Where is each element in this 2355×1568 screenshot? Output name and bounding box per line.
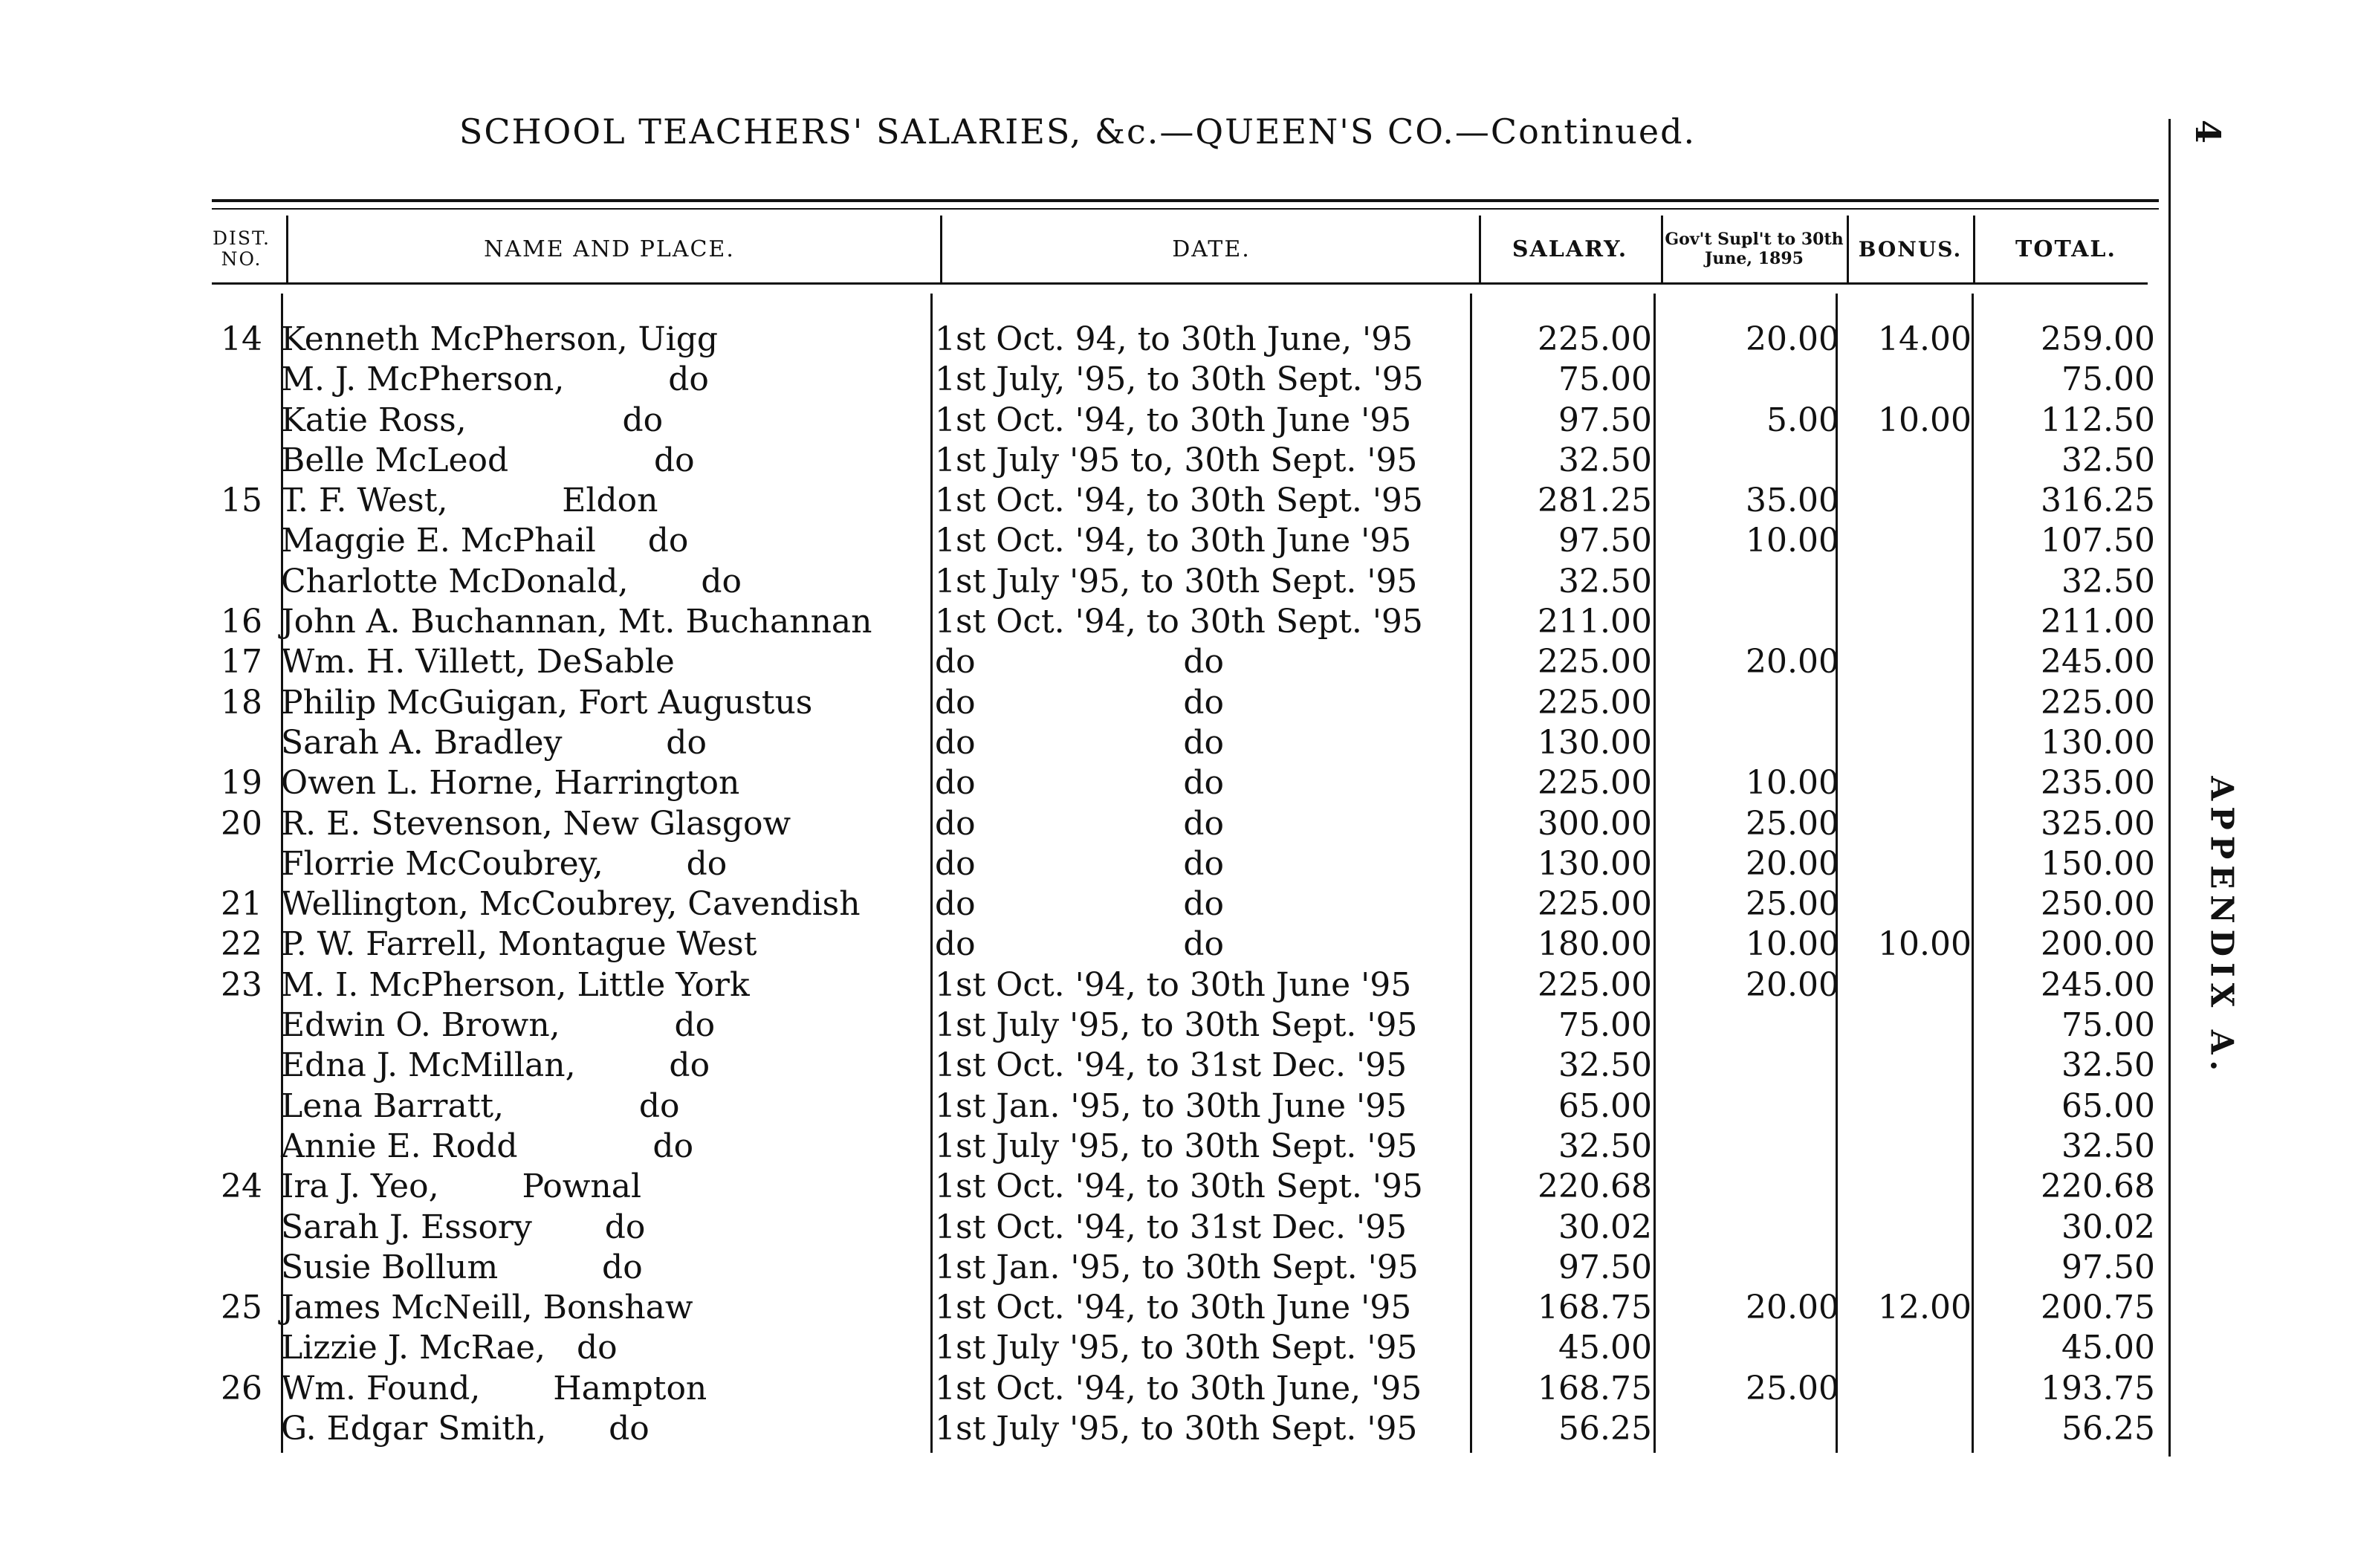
- table-row: [0, 1328, 2355, 1368]
- salary-cell: 130.00: [1538, 723, 1652, 762]
- date-cell: do do: [935, 804, 1225, 843]
- date-cell: 1st Oct. '94, to 30th June, '95: [935, 1369, 1422, 1407]
- table-row: [0, 924, 2355, 965]
- header-bottom-rule: [212, 282, 2148, 285]
- salary-cell: 225.00: [1538, 683, 1652, 722]
- table-row: [0, 723, 2355, 763]
- header-divider: [1973, 216, 1975, 282]
- table-row: [0, 1005, 2355, 1046]
- salary-cell: 180.00: [1538, 925, 1652, 964]
- table-row: [0, 1046, 2355, 1086]
- table-row: [0, 401, 2355, 441]
- header-bonus: BONUS.: [1858, 236, 1963, 262]
- dist-cell: 20: [221, 804, 262, 843]
- header-divider: [1661, 216, 1663, 282]
- total-cell: 75.00: [2061, 360, 2155, 399]
- gov-supplement-cell: 20.00: [1746, 643, 1839, 681]
- salary-cell: 225.00: [1538, 885, 1652, 924]
- gov-supplement-cell: 20.00: [1746, 1289, 1839, 1327]
- name-cell: Kenneth McPherson, Uigg: [281, 320, 719, 358]
- date-cell: 1st July '95, to 30th Sept. '95: [935, 1329, 1418, 1367]
- dist-cell: 19: [221, 764, 262, 803]
- name-cell: Lizzie J. McRae, do: [281, 1329, 618, 1367]
- date-cell: do do: [935, 925, 1225, 964]
- total-cell: 200.00: [2041, 925, 2155, 964]
- dist-cell: 25: [221, 1289, 262, 1327]
- gov-supplement-cell: 35.00: [1746, 482, 1839, 520]
- table-row: [0, 521, 2355, 561]
- name-cell: Belle McLeod do: [281, 441, 695, 479]
- date-cell: 1st July '95, to 30th Sept. '95: [935, 1410, 1418, 1448]
- salary-cell: 32.50: [1558, 1046, 1652, 1085]
- name-cell: Owen L. Horne, Harrington: [281, 764, 740, 803]
- date-cell: do do: [935, 643, 1225, 681]
- name-cell: Edna J. McMillan, do: [281, 1046, 710, 1085]
- date-cell: 1st Oct. '94, to 30th June '95: [935, 522, 1412, 560]
- dist-cell: 23: [221, 965, 262, 1004]
- dist-cell: 21: [221, 885, 262, 924]
- date-cell: 1st July '95 to, 30th Sept. '95: [935, 441, 1418, 479]
- table-body: [0, 320, 2355, 1449]
- name-cell: Wellington, McCoubrey, Cavendish: [281, 885, 861, 924]
- name-cell: Lena Barratt, do: [281, 1086, 680, 1125]
- dist-cell: 18: [221, 683, 262, 722]
- salary-cell: 300.00: [1538, 804, 1652, 843]
- date-cell: do do: [935, 683, 1225, 722]
- table-row: [0, 1248, 2355, 1288]
- header-divider: [286, 216, 288, 282]
- dist-cell: 24: [221, 1167, 262, 1206]
- salary-cell: 225.00: [1538, 643, 1652, 681]
- name-cell: T. F. West, Eldon: [281, 482, 658, 520]
- salary-cell: 56.25: [1558, 1410, 1652, 1448]
- bonus-cell: 10.00: [1878, 401, 1972, 439]
- salary-cell: 75.00: [1558, 360, 1652, 399]
- gov-supplement-cell: 10.00: [1746, 764, 1839, 803]
- table-row: [0, 844, 2355, 884]
- table-row: [0, 804, 2355, 844]
- salary-cell: 168.75: [1538, 1369, 1652, 1407]
- date-cell: 1st Oct. '94, to 30th June '95: [935, 965, 1412, 1004]
- total-cell: 112.50: [2041, 401, 2155, 439]
- total-cell: 245.00: [2041, 643, 2155, 681]
- dist-cell: 22: [221, 925, 262, 964]
- name-cell: R. E. Stevenson, New Glasgow: [281, 804, 791, 843]
- name-cell: Annie E. Rodd do: [281, 1127, 694, 1165]
- table-row: [0, 965, 2355, 1005]
- total-cell: 107.50: [2041, 522, 2155, 560]
- name-cell: Maggie E. McPhail do: [281, 522, 689, 560]
- total-cell: 32.50: [2061, 441, 2155, 479]
- salary-cell: 97.50: [1558, 522, 1652, 560]
- total-cell: 220.68: [2041, 1167, 2155, 1206]
- dist-cell: 15: [221, 482, 262, 520]
- gov-supplement-cell: 25.00: [1746, 804, 1839, 843]
- total-cell: 235.00: [2041, 764, 2155, 803]
- gov-supplement-cell: 20.00: [1746, 965, 1839, 1004]
- date-cell: 1st Oct. '94, to 30th Sept. '95: [935, 482, 1423, 520]
- table-row: [0, 1288, 2355, 1328]
- date-cell: 1st Oct. 94, to 30th June, '95: [935, 320, 1413, 358]
- date-cell: 1st July, '95, to 30th Sept. '95: [935, 360, 1424, 399]
- salary-cell: 65.00: [1558, 1086, 1652, 1125]
- salary-cell: 211.00: [1538, 603, 1652, 641]
- salary-cell: 225.00: [1538, 764, 1652, 803]
- total-cell: 250.00: [2041, 885, 2155, 924]
- table-row: [0, 562, 2355, 602]
- salary-cell: 32.50: [1558, 1127, 1652, 1165]
- gov-supplement-cell: 10.00: [1746, 522, 1839, 560]
- header-date: DATE.: [1172, 236, 1251, 262]
- total-cell: 193.75: [2041, 1369, 2155, 1407]
- salary-cell: 32.50: [1558, 562, 1652, 600]
- salary-cell: 225.00: [1538, 320, 1652, 358]
- date-cell: 1st Jan. '95, to 30th Sept. '95: [935, 1248, 1419, 1286]
- salary-cell: 97.50: [1558, 1248, 1652, 1286]
- dist-cell: 17: [221, 643, 262, 681]
- bonus-cell: 10.00: [1878, 925, 1972, 964]
- gov-supplement-cell: 5.00: [1766, 401, 1839, 439]
- total-cell: 259.00: [2041, 320, 2155, 358]
- name-cell: M. I. McPherson, Little York: [281, 965, 750, 1004]
- name-cell: Charlotte McDonald, do: [281, 562, 742, 600]
- table-row: [0, 1409, 2355, 1449]
- name-cell: Edwin O. Brown, do: [281, 1006, 716, 1045]
- salary-cell: 97.50: [1558, 401, 1652, 439]
- date-cell: 1st Oct. '94, to 30th Sept. '95: [935, 1167, 1423, 1206]
- total-cell: 45.00: [2061, 1329, 2155, 1367]
- table-row: [0, 441, 2355, 481]
- header-gov-supplement: Gov't Supl't to 30th June, 1895: [1665, 230, 1844, 268]
- header-salary: SALARY.: [1512, 236, 1628, 262]
- name-cell: Florrie McCoubrey, do: [281, 844, 728, 883]
- date-cell: 1st Oct. '94, to 30th Sept. '95: [935, 603, 1423, 641]
- total-cell: 56.25: [2061, 1410, 2155, 1448]
- total-cell: 200.75: [2041, 1289, 2155, 1327]
- name-cell: P. W. Farrell, Montague West: [281, 925, 757, 964]
- name-cell: G. Edgar Smith, do: [281, 1410, 650, 1448]
- header-divider: [1847, 216, 1849, 282]
- salary-cell: 220.68: [1538, 1167, 1652, 1206]
- salary-cell: 32.50: [1558, 441, 1652, 479]
- salary-cell: 130.00: [1538, 844, 1652, 883]
- dist-cell: 14: [221, 320, 262, 358]
- date-cell: 1st Oct. '94, to 30th June '95: [935, 1289, 1412, 1327]
- date-cell: 1st Oct. '94, to 30th June '95: [935, 401, 1412, 439]
- header-divider: [1479, 216, 1481, 282]
- table-row: [0, 642, 2355, 682]
- date-cell: 1st Jan. '95, to 30th June '95: [935, 1086, 1408, 1125]
- header-top-rule: [212, 199, 2159, 202]
- name-cell: John A. Buchannan, Mt. Buchannan: [281, 603, 872, 641]
- gov-supplement-cell: 20.00: [1746, 320, 1839, 358]
- salary-cell: 281.25: [1538, 482, 1652, 520]
- table-row: [0, 602, 2355, 642]
- date-cell: do do: [935, 723, 1225, 762]
- table-row: [0, 884, 2355, 924]
- name-cell: Katie Ross, do: [281, 401, 664, 439]
- table-row: [0, 1208, 2355, 1248]
- total-cell: 65.00: [2061, 1086, 2155, 1125]
- name-cell: Susie Bollum do: [281, 1248, 643, 1286]
- date-cell: 1st July '95, to 30th Sept. '95: [935, 1127, 1418, 1165]
- total-cell: 30.02: [2061, 1208, 2155, 1246]
- dist-cell: 26: [221, 1369, 262, 1407]
- name-cell: Sarah A. Bradley do: [281, 723, 707, 762]
- header-total: TOTAL.: [2015, 236, 2116, 262]
- total-cell: 32.50: [2061, 1046, 2155, 1085]
- name-cell: Sarah J. Essory do: [281, 1208, 646, 1246]
- date-cell: do do: [935, 844, 1225, 883]
- name-cell: Philip McGuigan, Fort Augustus: [281, 683, 813, 722]
- table-row: [0, 320, 2355, 360]
- table-row: [0, 360, 2355, 400]
- header-divider: [940, 216, 942, 282]
- gov-supplement-cell: 25.00: [1746, 885, 1839, 924]
- date-cell: 1st Oct. '94, to 31st Dec. '95: [935, 1208, 1408, 1246]
- table-row: [0, 683, 2355, 723]
- date-cell: 1st Oct. '94, to 31st Dec. '95: [935, 1046, 1408, 1085]
- total-cell: 97.50: [2061, 1248, 2155, 1286]
- total-cell: 316.25: [2041, 482, 2155, 520]
- total-cell: 130.00: [2041, 723, 2155, 762]
- table-row: [0, 1369, 2355, 1409]
- name-cell: M. J. McPherson, do: [281, 360, 709, 399]
- name-cell: Ira J. Yeo, Pownal: [281, 1167, 642, 1206]
- gov-supplement-cell: 20.00: [1746, 844, 1839, 883]
- salary-cell: 225.00: [1538, 965, 1652, 1004]
- name-cell: James McNeill, Bonshaw: [281, 1289, 693, 1327]
- gov-supplement-cell: 25.00: [1746, 1369, 1839, 1407]
- date-cell: do do: [935, 885, 1225, 924]
- total-cell: 325.00: [2041, 804, 2155, 843]
- bonus-cell: 14.00: [1878, 320, 1972, 358]
- total-cell: 75.00: [2061, 1006, 2155, 1045]
- table-row: [0, 1127, 2355, 1167]
- dist-cell: 16: [221, 603, 262, 641]
- header-name-and-place: NAME AND PLACE.: [484, 236, 735, 262]
- total-cell: 32.50: [2061, 562, 2155, 600]
- appendix-label: APPENDIX A.: [2203, 776, 2241, 1078]
- date-cell: do do: [935, 764, 1225, 803]
- name-cell: Wm. Found, Hampton: [281, 1369, 707, 1407]
- total-cell: 32.50: [2061, 1127, 2155, 1165]
- gov-supplement-cell: 10.00: [1746, 925, 1839, 964]
- table-row: [0, 481, 2355, 521]
- name-cell: Wm. H. Villett, DeSable: [281, 643, 675, 681]
- table-row: [0, 763, 2355, 803]
- header-dist-no: DIST. NO.: [213, 227, 271, 270]
- total-cell: 225.00: [2041, 683, 2155, 722]
- total-cell: 245.00: [2041, 965, 2155, 1004]
- bonus-cell: 12.00: [1878, 1289, 1972, 1327]
- salary-cell: 45.00: [1558, 1329, 1652, 1367]
- salary-cell: 75.00: [1558, 1006, 1652, 1045]
- page-title: SCHOOL TEACHERS' SALARIES, &c.—QUEEN'S CO.—Continued.: [459, 111, 1697, 152]
- header-top-rule-inner: [212, 208, 2159, 210]
- date-cell: 1st July '95, to 30th Sept. '95: [935, 1006, 1418, 1045]
- total-cell: 211.00: [2041, 603, 2155, 641]
- salary-cell: 168.75: [1538, 1289, 1652, 1327]
- total-cell: 150.00: [2041, 844, 2155, 883]
- date-cell: 1st July '95, to 30th Sept. '95: [935, 562, 1418, 600]
- table-row: [0, 1167, 2355, 1207]
- table-row: [0, 1086, 2355, 1127]
- salary-cell: 30.02: [1558, 1208, 1652, 1246]
- page-number: 4: [2188, 119, 2229, 144]
